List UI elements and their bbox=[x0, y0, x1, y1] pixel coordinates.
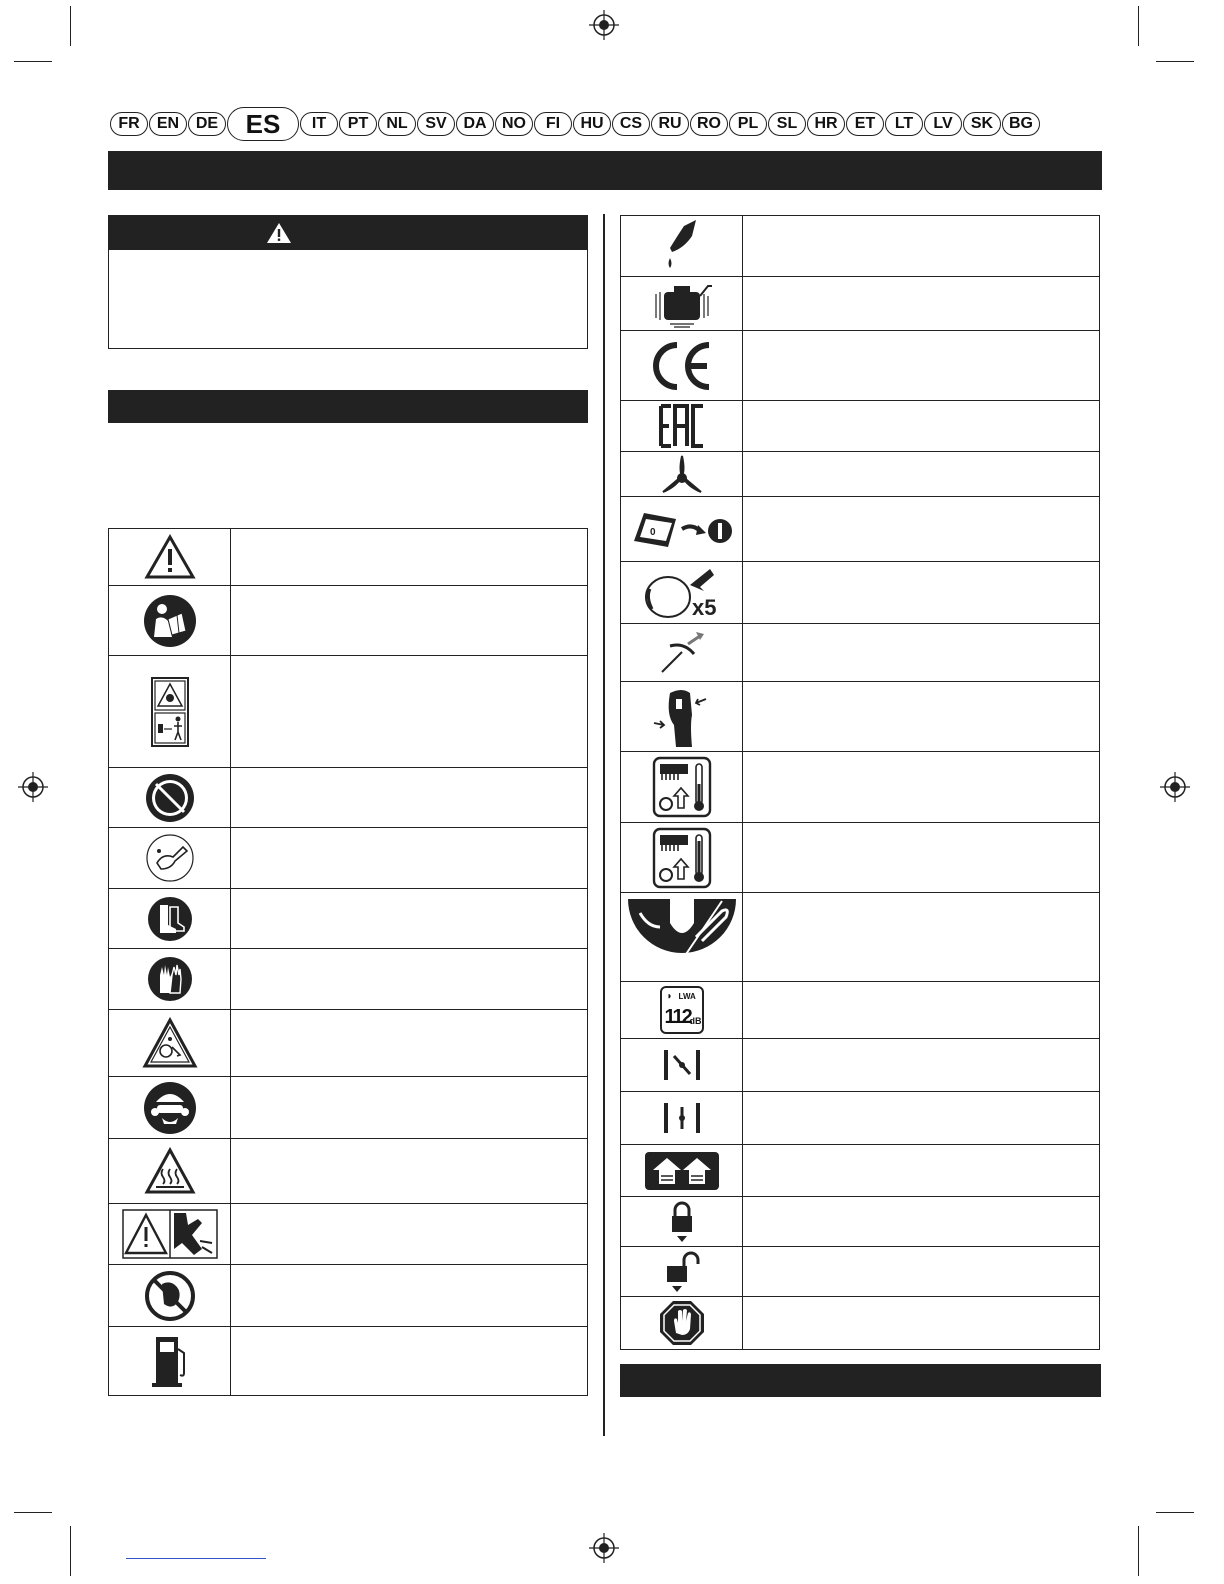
no-touch-icon bbox=[144, 1270, 196, 1322]
symbol-description bbox=[231, 656, 588, 768]
symbol-description bbox=[743, 1039, 1100, 1092]
language-bar bbox=[110, 108, 1040, 140]
this-side-up-icon bbox=[643, 1150, 721, 1192]
symbol-description bbox=[231, 949, 588, 1010]
switch-to-on-icon bbox=[630, 507, 734, 551]
symbol-cell bbox=[621, 1145, 743, 1197]
bottom-section-bar bbox=[620, 1364, 1101, 1397]
symbol-cell bbox=[621, 823, 743, 893]
language-pill-hr[interactable]: HR bbox=[807, 112, 845, 136]
symbol-description bbox=[743, 893, 1100, 982]
symbols-title-bar bbox=[108, 390, 588, 423]
language-pill-pl[interactable]: PL bbox=[729, 112, 767, 136]
choke-cold-start-icon bbox=[652, 756, 712, 818]
language-pill-sv[interactable]: SV bbox=[417, 112, 455, 136]
left-symbol-table bbox=[108, 528, 588, 1396]
language-pill-no[interactable]: NO bbox=[495, 112, 533, 136]
symbol-cell bbox=[621, 277, 743, 331]
language-pill-ro[interactable]: RO bbox=[690, 112, 728, 136]
symbol-cell bbox=[621, 331, 743, 401]
symbol-description bbox=[231, 1327, 588, 1396]
symbol-description bbox=[231, 1204, 588, 1265]
symbol-description bbox=[231, 586, 588, 656]
symbol-cell bbox=[621, 893, 743, 982]
crop-mark bbox=[1156, 1512, 1194, 1513]
crop-mark bbox=[1156, 61, 1194, 62]
symbol-cell bbox=[621, 401, 743, 452]
symbol-cell bbox=[109, 1139, 231, 1204]
symbol-cell bbox=[621, 497, 743, 562]
symbol-description bbox=[743, 1092, 1100, 1145]
registration-mark-icon bbox=[589, 1533, 619, 1563]
language-pill-es[interactable]: ES bbox=[227, 107, 299, 141]
choke-warm-start-icon bbox=[652, 827, 712, 889]
language-pill-fi[interactable]: FI bbox=[534, 112, 572, 136]
choke-closed-icon bbox=[660, 1048, 704, 1082]
gloves-icon bbox=[146, 955, 194, 1003]
eac-mark-icon bbox=[657, 404, 707, 448]
symbol-description bbox=[743, 401, 1100, 452]
symbol-cell bbox=[621, 562, 743, 624]
symbol-cell bbox=[621, 1197, 743, 1247]
language-pill-nl[interactable]: NL bbox=[378, 112, 416, 136]
symbol-description bbox=[231, 529, 588, 586]
symbol-description bbox=[743, 1145, 1100, 1197]
symbol-cell bbox=[109, 1265, 231, 1327]
symbol-description bbox=[743, 682, 1100, 752]
language-pill-bg[interactable]: BG bbox=[1002, 112, 1040, 136]
symbol-description bbox=[231, 1077, 588, 1139]
right-symbol-table bbox=[620, 215, 1100, 1350]
language-pill-lv[interactable]: LV bbox=[924, 112, 962, 136]
symbol-cell bbox=[621, 982, 743, 1039]
symbol-cell bbox=[109, 889, 231, 949]
language-pill-it[interactable]: IT bbox=[300, 112, 338, 136]
head-eye-ear-protection-icon bbox=[142, 1080, 198, 1136]
symbol-description bbox=[743, 1247, 1100, 1297]
language-pill-de[interactable]: DE bbox=[188, 112, 226, 136]
symbol-cell bbox=[109, 949, 231, 1010]
symbol-cell bbox=[109, 768, 231, 828]
bystander-distance-icon bbox=[150, 676, 190, 748]
symbol-cell bbox=[621, 452, 743, 497]
language-pill-pt[interactable]: PT bbox=[339, 112, 377, 136]
symbol-description bbox=[231, 1010, 588, 1077]
language-pill-ru[interactable]: RU bbox=[651, 112, 689, 136]
symbol-description bbox=[743, 497, 1100, 562]
language-pill-hu[interactable]: HU bbox=[573, 112, 611, 136]
symbol-cell bbox=[109, 1204, 231, 1265]
registration-mark-icon bbox=[589, 10, 619, 40]
pull-start-icon bbox=[654, 630, 710, 676]
sound-icon: ◗ bbox=[666, 991, 673, 1002]
symbol-cell bbox=[109, 1077, 231, 1139]
symbol-cell bbox=[109, 1327, 231, 1396]
crop-mark bbox=[70, 6, 71, 46]
safety-boots-icon bbox=[146, 895, 194, 943]
harness-icon bbox=[626, 897, 738, 977]
fuel-can-icon bbox=[646, 280, 718, 328]
section-title-bar bbox=[108, 151, 1102, 190]
warning-box bbox=[108, 215, 588, 349]
blade-hazard-icon bbox=[144, 772, 196, 824]
stop-icon bbox=[658, 1299, 706, 1347]
choke-open-icon bbox=[660, 1101, 704, 1135]
db-unit: dB bbox=[689, 1016, 702, 1026]
read-manual-icon bbox=[142, 593, 198, 649]
symbol-description bbox=[743, 982, 1100, 1039]
symbol-description bbox=[231, 768, 588, 828]
symbol-description bbox=[743, 1197, 1100, 1247]
symbol-cell bbox=[109, 1010, 231, 1077]
oil-drop-icon bbox=[662, 218, 702, 274]
column-divider bbox=[603, 214, 605, 1436]
symbol-description bbox=[743, 823, 1100, 893]
language-pill-en[interactable]: EN bbox=[149, 112, 187, 136]
registration-mark-icon bbox=[18, 772, 48, 802]
crop-mark bbox=[1138, 1526, 1139, 1576]
sound-power-icon bbox=[660, 986, 704, 1034]
warning-triangle-icon bbox=[144, 534, 196, 580]
symbol-cell bbox=[621, 1092, 743, 1145]
language-pill-cs[interactable]: CS bbox=[612, 112, 650, 136]
unlock-icon bbox=[662, 1250, 702, 1294]
fuel-pump-icon bbox=[148, 1333, 192, 1389]
multiplier-label: x5 bbox=[691, 594, 716, 620]
language-pill-sl[interactable]: SL bbox=[768, 112, 806, 136]
symbol-description bbox=[743, 277, 1100, 331]
symbol-cell bbox=[621, 1247, 743, 1297]
symbol-cell bbox=[109, 529, 231, 586]
primer-bulb-icon bbox=[642, 565, 722, 621]
three-tooth-blade-icon bbox=[659, 454, 705, 494]
symbol-description bbox=[743, 216, 1100, 277]
symbol-description bbox=[743, 452, 1100, 497]
ce-mark-icon bbox=[647, 341, 717, 391]
crop-mark bbox=[14, 1512, 52, 1513]
symbol-cell bbox=[621, 752, 743, 823]
crop-mark bbox=[70, 1526, 71, 1576]
footer-link[interactable] bbox=[126, 1558, 266, 1559]
lock-icon bbox=[667, 1200, 697, 1244]
warning-icon bbox=[266, 222, 292, 244]
language-pill-da[interactable]: DA bbox=[456, 112, 494, 136]
throttle-trigger-icon bbox=[650, 685, 714, 749]
symbol-description bbox=[743, 331, 1100, 401]
symbol-description bbox=[743, 624, 1100, 682]
hand-hazard-icon bbox=[122, 1209, 218, 1259]
language-pill-fr[interactable]: FR bbox=[110, 112, 148, 136]
symbol-description bbox=[231, 828, 588, 889]
symbol-description bbox=[743, 752, 1100, 823]
symbol-cell bbox=[621, 1297, 743, 1350]
language-pill-et[interactable]: ET bbox=[846, 112, 884, 136]
crop-mark bbox=[14, 61, 52, 62]
symbol-cell bbox=[621, 682, 743, 752]
symbol-cell bbox=[109, 656, 231, 768]
db-value: 112 bbox=[664, 1006, 691, 1028]
symbol-cell bbox=[621, 216, 743, 277]
symbol-description bbox=[743, 1297, 1100, 1350]
symbol-cell bbox=[109, 586, 231, 656]
symbol-description bbox=[231, 1139, 588, 1204]
svg-text:0: 0 bbox=[649, 527, 656, 538]
crop-mark bbox=[1138, 6, 1139, 46]
hot-surface-icon bbox=[144, 1147, 196, 1195]
lwa-label: LWA bbox=[678, 992, 696, 1001]
registration-mark-icon bbox=[1160, 772, 1190, 802]
symbol-description bbox=[743, 562, 1100, 624]
thrown-objects-icon bbox=[145, 833, 195, 883]
kickback-warning-icon bbox=[142, 1017, 198, 1069]
warning-header bbox=[109, 216, 587, 250]
symbol-cell bbox=[621, 1039, 743, 1092]
symbol-description bbox=[231, 1265, 588, 1327]
symbol-cell bbox=[621, 624, 743, 682]
symbol-cell bbox=[109, 828, 231, 889]
language-pill-sk[interactable]: SK bbox=[963, 112, 1001, 136]
symbol-description bbox=[231, 889, 588, 949]
language-pill-lt[interactable]: LT bbox=[885, 112, 923, 136]
